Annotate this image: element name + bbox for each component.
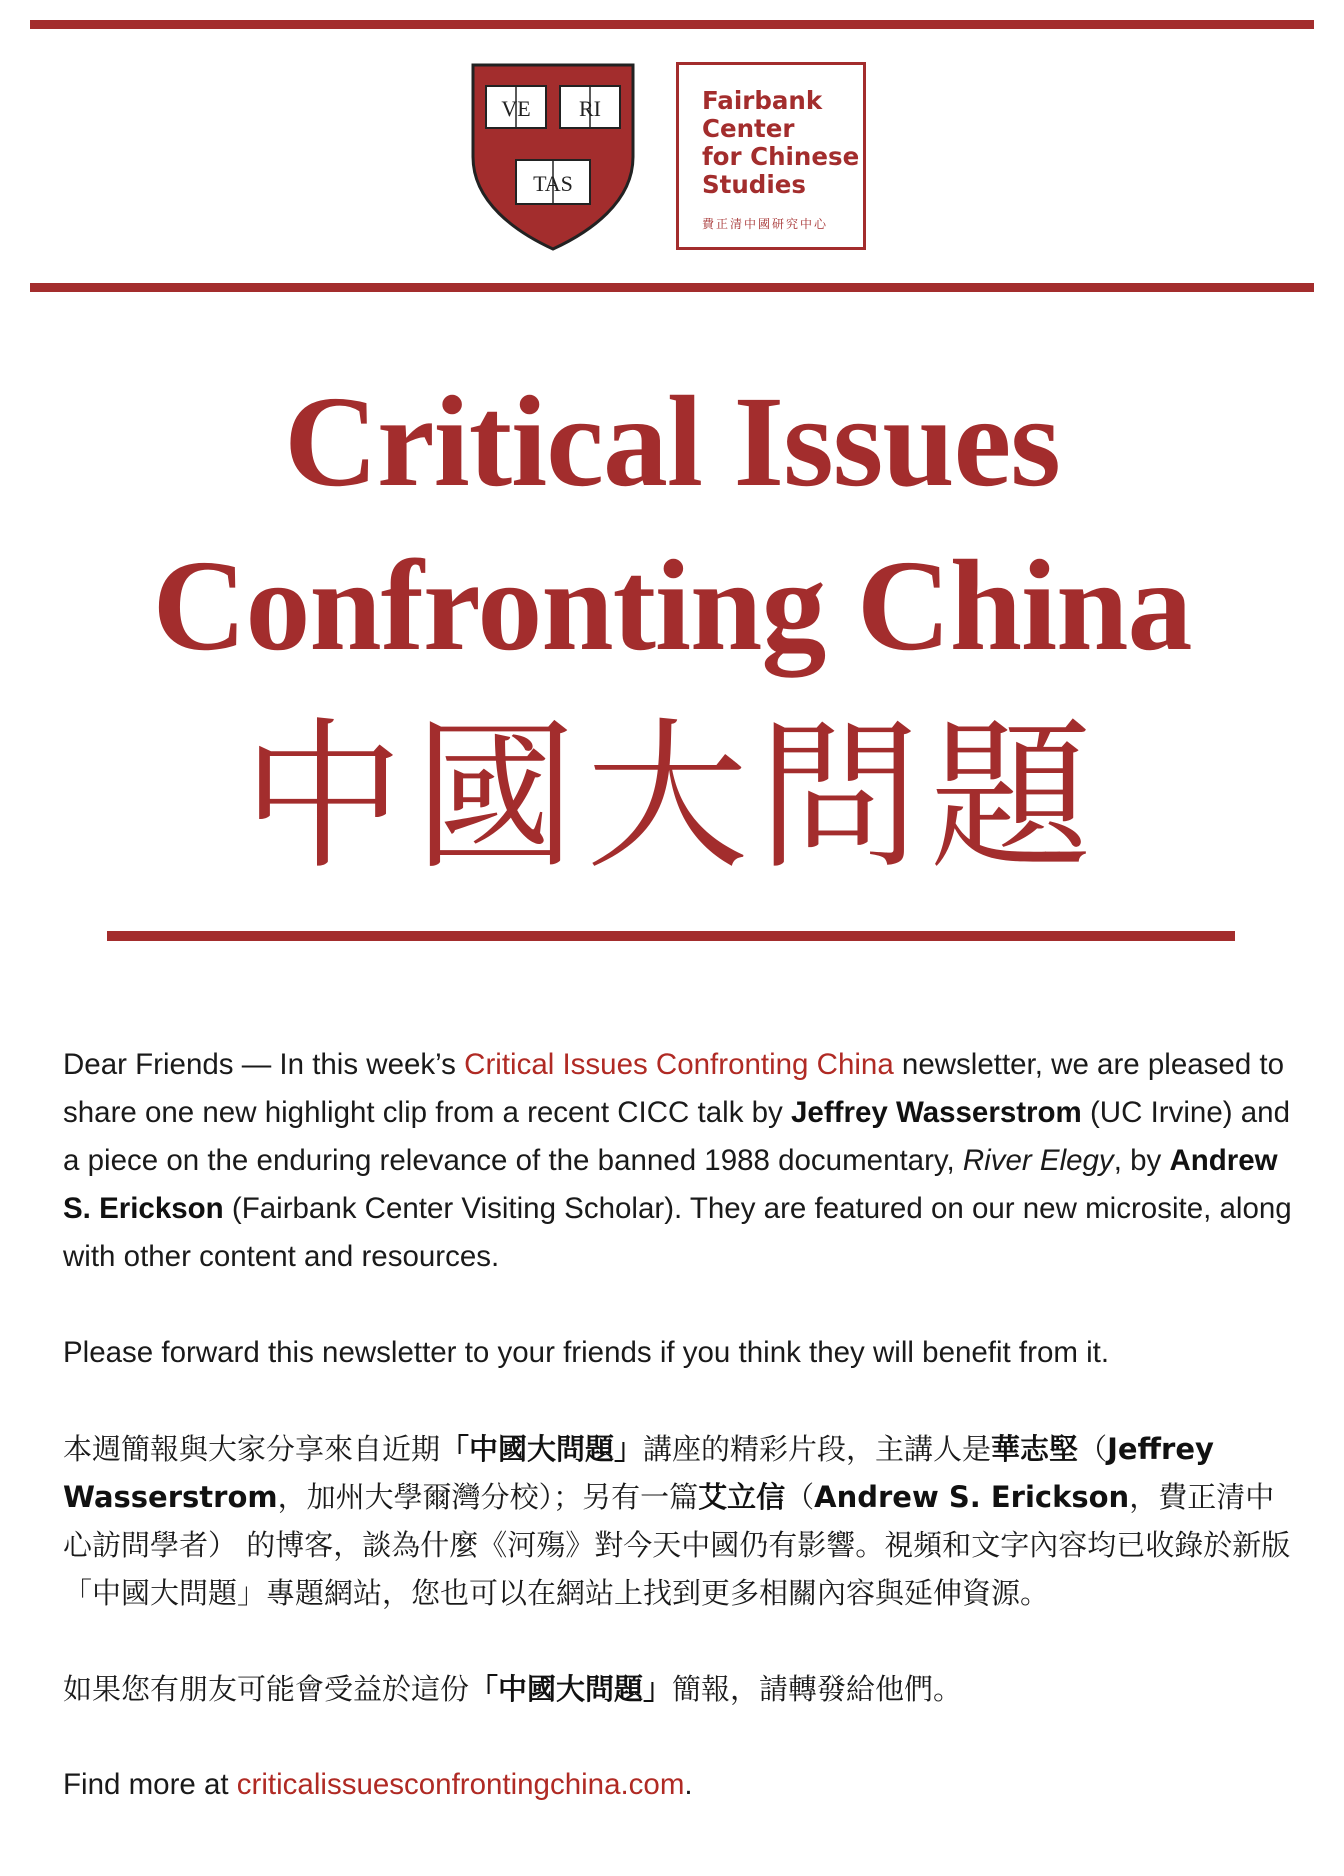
fairbank-center-logo xyxy=(676,62,866,250)
film-title: River Elegy xyxy=(962,1144,1114,1177)
title-underline-rule xyxy=(107,931,1235,941)
intro-paragraph-chinese: 本週簡報與大家分享來自近期「中國大問題」講座的精彩片段，主講人是華志堅（Jeffrey Wasserstrom，加州大學爾灣分校）；另有一篇艾立信（Andrew S. Erickson，費正清中心訪問學者） 的博客，談為什麼《河殤》對今天中國仍有影響。視頻和文字內容均已收錄於新版「中國大問題」專題網站，您也可以在網站上找到更多相關內容與延伸資源。 xyxy=(63,1432,1291,1610)
title-chinese: 中國大問題 xyxy=(242,704,1102,892)
shield-word-tas: TAS xyxy=(533,171,573,196)
microsite-link[interactable]: criticalissuesconfrontingchina.com xyxy=(236,1768,685,1801)
header-bottom-rule xyxy=(30,283,1314,292)
top-rule xyxy=(30,20,1314,29)
author-name-erickson: Andrew S. Erickson xyxy=(63,1144,1278,1225)
cicc-newsletter-link[interactable]: Critical Issues Confronting China xyxy=(464,1048,894,1081)
forward-paragraph-english: Please forward this newsletter to your friends if you think they will benefit from it. xyxy=(63,1336,1110,1369)
speaker-name-wasserstrom: Jeffrey Wasserstrom xyxy=(791,1096,1082,1129)
shield-word-ri: RI xyxy=(579,96,601,121)
harvard-shield-logo xyxy=(470,62,636,252)
find-more-line: Find more at criticalissuesconfrontingchina.com. xyxy=(63,1768,693,1801)
fairbank-center-name: Fairbank Center for Chinese Studies xyxy=(702,86,860,199)
forward-paragraph-chinese: 如果您有朋友可能會受益於這份「中國大問題」簡報，請轉發給他們。 xyxy=(63,1672,963,1706)
shield-word-ve: VE xyxy=(501,96,531,121)
intro-paragraph-english: Dear Friends — In this week’s Critical Issues Confronting China newsletter, we are pleased to share one new highlight clip from a recent CICC talk by Jeffrey Wasserstrom (UC Irvine) and a piece on the enduring relevance of the banned 1988 documentary, River Elegy, by Andrew S. Erickson (Fairbank Center Visiting Scholar). They are featured on our new microsite, along with other content and resources. xyxy=(63,1048,1292,1273)
fairbank-center-name-chinese: 費正清中國研究中心 xyxy=(702,217,829,231)
title-english: Critical Issues Confronting China xyxy=(152,370,1192,678)
newsletter-body xyxy=(63,1041,1293,1809)
